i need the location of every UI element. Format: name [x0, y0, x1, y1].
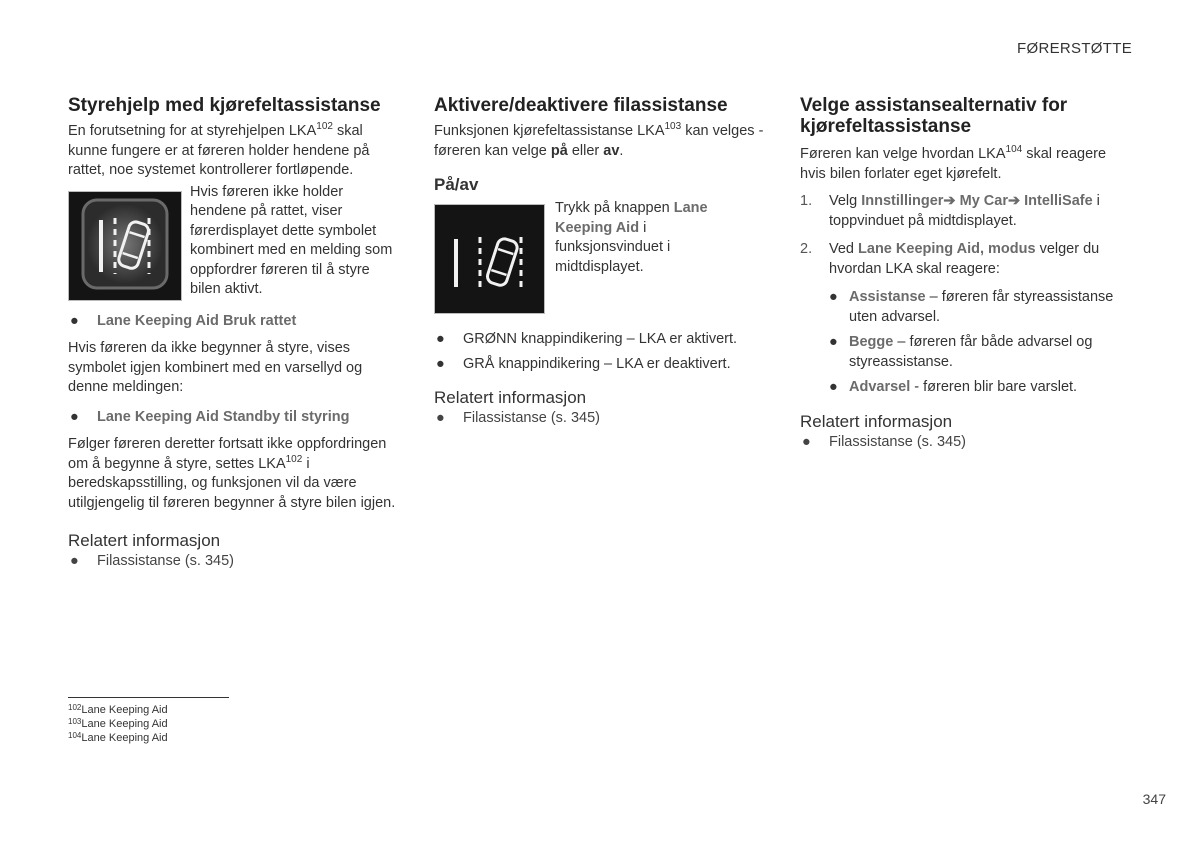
- menu-intellisafe: IntelliSafe: [1024, 193, 1093, 209]
- section-title: Aktivere/deaktivere filassistanse: [434, 95, 728, 116]
- intro-paragraph: En forutsetning for at styrehjelpen LKA$^{102}$ skal kunne fungere er at føreren holder hendene på rattet, noe systemet kontrollerer fortløpende.: [68, 121, 370, 178]
- step-1: 1. Velg Innstillinger➔ My Car➔ IntelliSafe i toppvinduet på midtdisplayet.: [800, 193, 1100, 229]
- related-link[interactable]: ● Filassistanse (s. 345): [70, 553, 234, 569]
- bullet-icon: ●: [829, 334, 838, 350]
- step-2: 2. Ved Lane Keeping Aid, modus velger du hvordan LKA skal reagere:: [800, 241, 1100, 277]
- bullet-icon: ●: [70, 312, 79, 329]
- message-bullet: ● Lane Keeping Aid Standby til styring: [68, 408, 403, 428]
- footnote-102: $^{102}$Lane Keeping Aid: [68, 703, 168, 716]
- related-info-heading: Relatert informasjon: [68, 531, 221, 550]
- related-link[interactable]: ● Filassistanse (s. 345): [802, 433, 966, 450]
- bullet-icon: ●: [436, 410, 445, 426]
- column-activate-lka: [434, 95, 769, 428]
- footnote-104: $^{104}$Lane Keeping Aid: [68, 731, 168, 744]
- page-number: 347: [1142, 791, 1166, 807]
- bullet-icon: ●: [829, 289, 838, 305]
- footnote-ref: 102: [285, 453, 303, 465]
- indicator-bullet-green: ● GRØNN knappindikering – LKA er aktivert.: [434, 330, 769, 350]
- section-header: FØRERSTØTTE: [1017, 40, 1132, 57]
- indicator-bullet-grey: ● GRÅ knappindikering – LKA er deaktivert.: [434, 355, 769, 375]
- bullet-icon: ●: [436, 331, 445, 347]
- footnote-divider: [68, 697, 229, 698]
- bullet-icon: ●: [70, 408, 79, 425]
- section-title: Styrehjelp med kjørefeltassistanse: [68, 95, 381, 116]
- intro-paragraph: Funksjonen kjørefeltassistanse LKA$^{103}$ kan velges - føreren kan velge på eller av.: [434, 121, 764, 159]
- footnote-103: $^{103}$Lane Keeping Aid: [68, 717, 168, 730]
- bullet-icon: ●: [70, 553, 79, 569]
- lane-car-icon: [435, 205, 544, 313]
- paragraph: Følger føreren deretter fortsatt ikke oppfordringen om å begynne å styre, settes LKA$^{102}$ i beredskapsstilling, og funksjonen vil da være utilgjengelig til føreren begynner å styre bilen igjen.: [68, 436, 396, 511]
- lka-button-image: [434, 204, 545, 314]
- option-assistanse: ● Assistanse – føreren får styreassistanse uten advarsel.: [829, 289, 1114, 325]
- column-lka-options: [800, 95, 1135, 452]
- message-bullet: ● Lane Keeping Aid Bruk rattet: [68, 312, 403, 332]
- press-instruction: Trykk på knappen Lane Keeping Aid i funksjonsvinduet i midtdisplayet.: [555, 200, 708, 275]
- column-lka-steering-assist: [68, 95, 403, 571]
- bullet-icon: ●: [802, 433, 811, 450]
- footnote-ref: 102: [316, 121, 333, 133]
- footnote-ref: 104: [1005, 144, 1023, 156]
- lka-mode-setting: Lane Keeping Aid, modus: [858, 241, 1036, 257]
- related-link[interactable]: ● Filassistanse (s. 345): [436, 410, 600, 426]
- intro-paragraph: Føreren kan velge hvordan LKA$^{104}$ skal reagere hvis bilen forlater eget kjørefelt.: [800, 144, 1107, 182]
- arrow-icon: ➔: [943, 193, 956, 209]
- menu-settings: Innstillinger: [861, 193, 944, 209]
- image-caption: Hvis føreren ikke holder hendene på rattet, viser førerdisplayet dette symbolet kombinert med en melding som oppfordrer føreren til å styre bilen aktivt.: [190, 183, 393, 297]
- subsection-title: På/av: [434, 175, 479, 194]
- footnote-ref: 103: [664, 121, 682, 133]
- bullet-icon: ●: [436, 355, 445, 372]
- paragraph: Hvis føreren da ikke begynner å styre, vises symbolet igjen kombinert med en varsellyd og denne meldingen:: [68, 340, 363, 395]
- lka-hands-on-wheel-symbol-image: [68, 191, 182, 301]
- bullet-icon: ●: [829, 379, 838, 395]
- related-info-heading: Relatert informasjon: [434, 388, 587, 407]
- related-info-heading: Relatert informasjon: [800, 411, 953, 431]
- menu-my-car: My Car: [959, 193, 1008, 209]
- lka-button-label: Lane Keeping Aid: [555, 200, 708, 236]
- option-begge: ● Begge – føreren får både advarsel og styreassistanse.: [829, 334, 1093, 370]
- arrow-icon: ➔: [1007, 193, 1021, 209]
- option-advarsel: ● Advarsel - føreren blir bare varslet.: [800, 378, 1135, 398]
- section-title: Velge assistansealternativ for kjørefeltassistanse: [800, 95, 1068, 137]
- lane-car-icon: [69, 192, 181, 300]
